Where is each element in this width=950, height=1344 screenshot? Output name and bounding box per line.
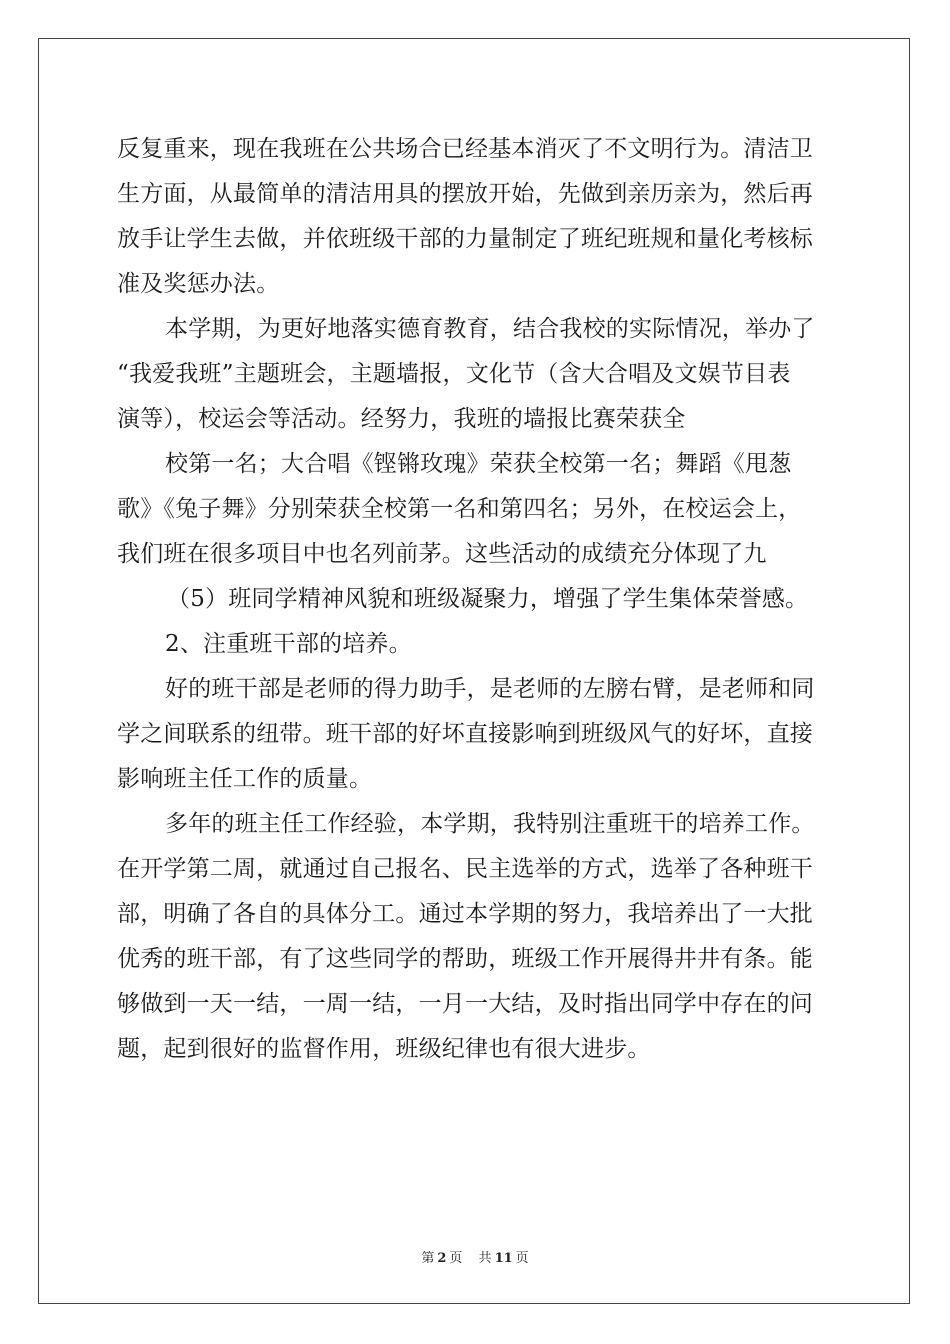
total-prefix: 共	[478, 1251, 492, 1266]
text-line: 准及奖惩办法。	[117, 271, 280, 297]
text-line: 影响班主任工作的质量。	[117, 766, 373, 792]
page-prefix: 第	[421, 1251, 435, 1266]
paragraph-start-line: 校第一名；大合唱《铿锵玫瑰》荣获全校第一名；舞蹈《甩葱	[165, 451, 792, 477]
paragraph-start-line: 本学期，为更好地落实德育教育，结合我校的实际情况，举办了	[165, 316, 815, 342]
text-line: 在开学第二周，就通过自己报名、民主选举的方式，选举了各种班干	[117, 856, 813, 882]
total-pages: 11	[494, 1251, 513, 1266]
text-line: 我们班在很多项目中也名列前茅。这些活动的成绩充分体现了九	[117, 541, 767, 567]
text-line: “我爱我班”主题班会，主题墙报，文化节（含大合唱及文娱节目表	[117, 361, 791, 387]
text-line: 够做到一天一结，一周一结，一月一大结，及时指出同学中存在的问	[117, 991, 813, 1017]
text-line: 歌》《兔子舞》分别荣获全校第一名和第四名；另外，在校运会上，	[117, 496, 802, 522]
total-suffix: 页	[515, 1251, 529, 1266]
text-line: 优秀的班干部，有了这些同学的帮助，班级工作开展得井井有条。能	[117, 946, 813, 972]
text-line: 题，起到很好的监督作用，班级纪律也有很大进步。	[117, 1036, 651, 1062]
text-line: 反复重来，现在我班在公共场合已经基本消灭了不文明行为。清洁卫	[117, 136, 813, 162]
page-number	[418, 1251, 465, 1266]
paragraph-start-line: 好的班干部是老师的得力助手，是老师的左膀右臂，是老师和同	[165, 676, 815, 702]
text-line: 放手让学生去做，并依班级干部的力量制定了班纪班规和量化考核标	[117, 226, 813, 252]
page-total	[476, 1251, 532, 1266]
text-line: 生方面，从最简单的清洁用具的摆放开始，先做到亲历亲为，然后再	[117, 181, 813, 207]
page-word: 页	[449, 1251, 463, 1266]
paragraph-start-line: 多年的班主任工作经验，本学期，我特别注重班干的培养工作。	[165, 811, 815, 837]
page-footer	[0, 1247, 950, 1266]
text-line: 学之间联系的纽带。班干部的好坏直接影响到班级风气的好坏，直接	[117, 721, 813, 747]
text-line: 部，明确了各自的具体分工。通过本学期的努力，我培养出了一大批	[117, 901, 813, 927]
paragraph-start-line: （5）班同学精神风貌和班级凝聚力，增强了学生集体荣誉感。	[167, 586, 809, 612]
section-heading: 2、注重班干部的培养。	[165, 631, 412, 657]
document-body	[117, 127, 833, 1072]
text-line: 演等），校运会等活动。经努力，我班的墙报比赛荣获全	[117, 406, 686, 432]
current-page: 2	[437, 1251, 447, 1266]
